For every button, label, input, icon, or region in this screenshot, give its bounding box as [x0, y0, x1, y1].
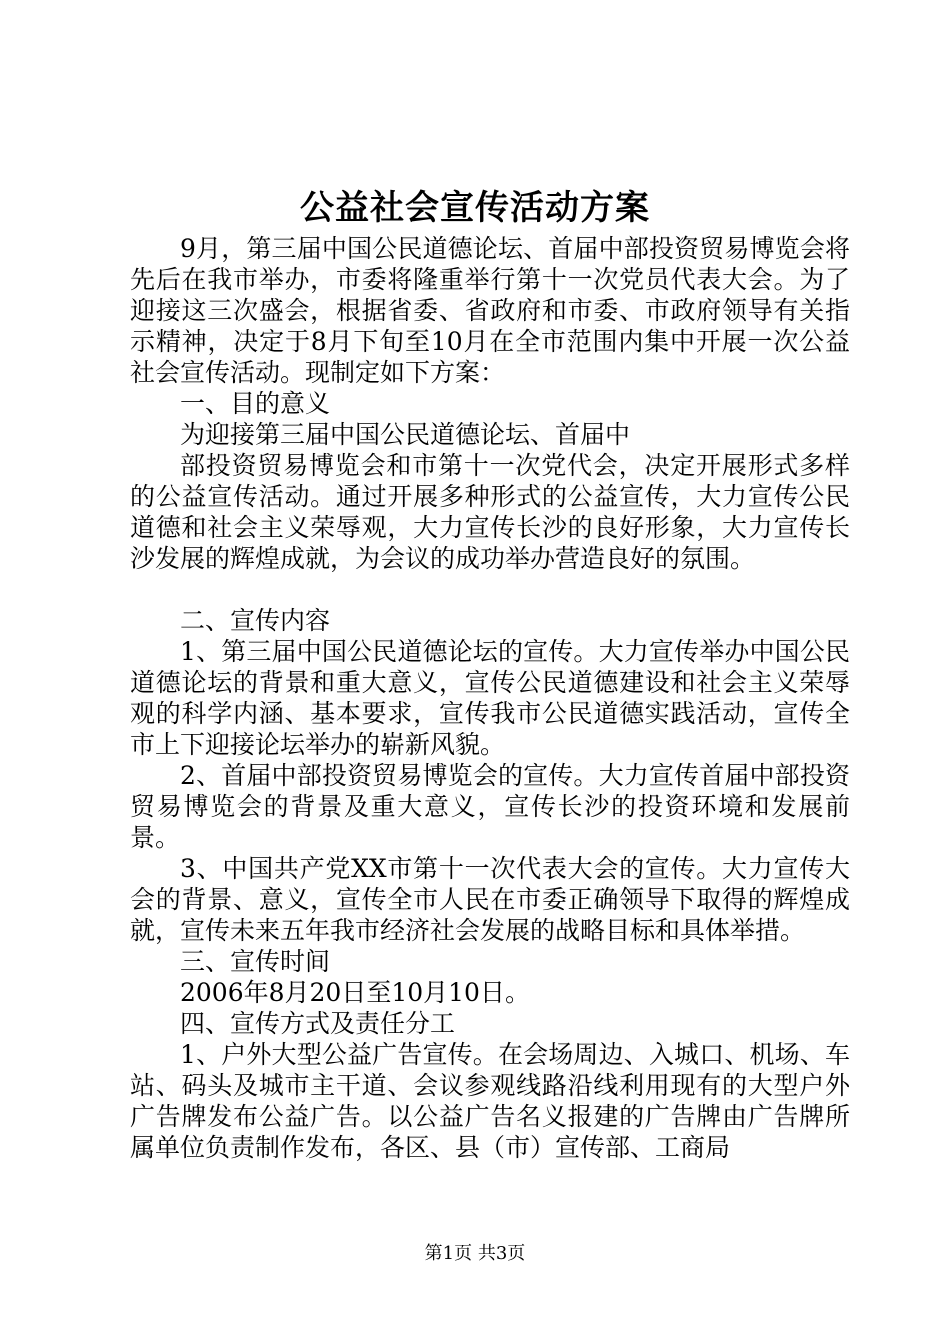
page-footer: 第1页 共3页	[424, 1243, 526, 1264]
content-item-2: 2、首届中部投资贸易博览会的宣传。大力宣传首届中部投资贸易博览会的背景及重大意义，宣传长沙的投资环境和发展前景。	[130, 761, 850, 852]
section-heading-time: 三、宣传时间	[180, 947, 331, 976]
content-item-3: 3、中国共产党XX市第十一次代表大会的宣传。大力宣传大会的背景、意义，宣传全市人民在市委正确领导下取得的辉煌成就，宣传未来五年我市经济社会发展的战略目标和具体举措。	[130, 854, 850, 945]
section-heading-content: 二、宣传内容	[180, 606, 331, 635]
methods-item-1: 1、户外大型公益广告宣传。在会场周边、入城口、机场、车站、码头及城市主干道、会议参观线路沿线利用现有的大型户外广告牌发布公益广告。以公益广告名义报建的广告牌由广告牌所属单位负责制作发布，各区、县（市）宣传部、工商局	[130, 1040, 850, 1162]
document-body	[130, 233, 850, 1163]
intro-paragraph: 9月，第三届中国公民道德论坛、首届中部投资贸易博览会将先后在我市举办，市委将隆重举行第十一次党员代表大会。为了迎接这三次盛会，根据省委、省政府和市委、市政府领导有关指示精神，决定于8月下旬至10月在全市范围内集中开展一次公益社会宣传活动。现制定如下方案：	[130, 234, 850, 387]
purpose-paragraph-line: 为迎接第三届中国公民道德论坛、首届中	[180, 420, 631, 449]
document-title: 公益社会宣传活动方案	[300, 188, 650, 228]
content-item-1: 1、第三届中国公民道德论坛的宣传。大力宣传举办中国公民道德论坛的背景和重大意义，宣传公民道德建设和社会主义荣辱观的科学内涵、基本要求，宣传我市公民道德实践活动，宣传全市上下迎接论坛举办的崭新风貌。	[130, 637, 850, 759]
time-paragraph: 2006年8月20日至10月10日。	[180, 978, 530, 1007]
purpose-paragraph: 部投资贸易博览会和市第十一次党代会，决定开展形式多样的公益宣传活动。通过开展多种形式的公益宣传，大力宣传公民道德和社会主义荣辱观，大力宣传长沙的良好形象，大力宣传长沙发展的辉煌成就，为会议的成功举办营造良好的氛围。	[130, 451, 850, 573]
section-heading-methods: 四、宣传方式及责任分工	[180, 1009, 456, 1038]
section-heading-purpose: 一、目的意义	[180, 389, 331, 418]
